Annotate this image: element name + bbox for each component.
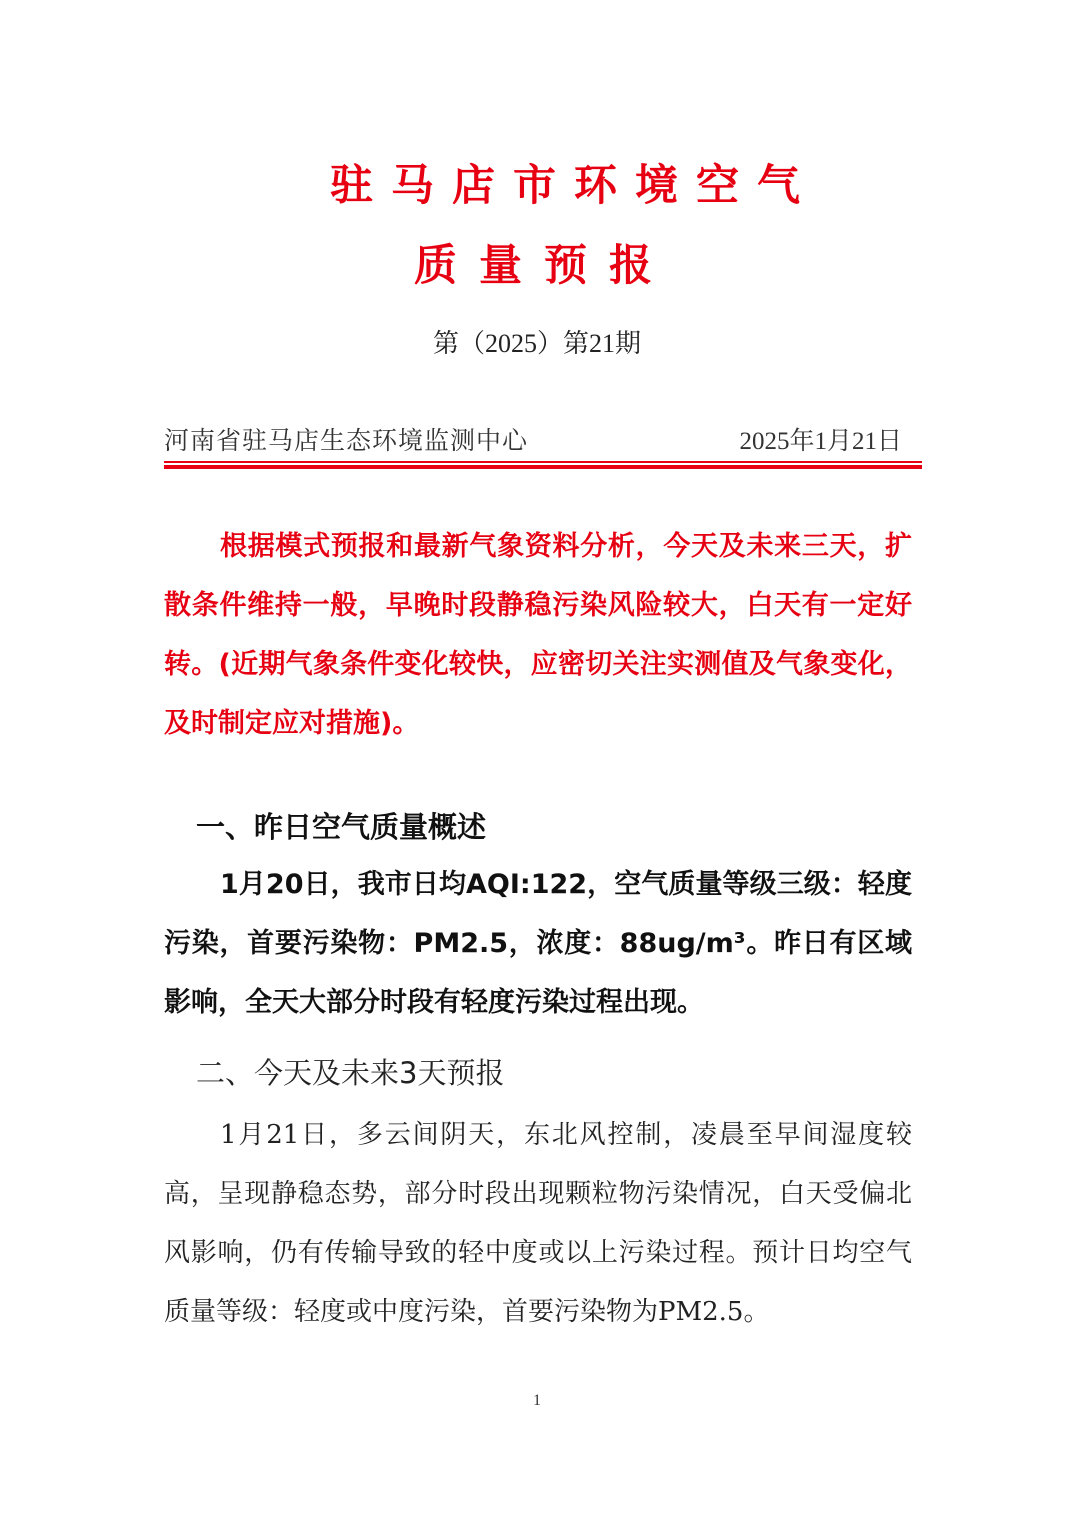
header-divider-thick bbox=[164, 465, 922, 469]
section2-heading: 二、今天及未来3天预报 bbox=[196, 1056, 505, 1090]
section1-body: 1月20日，我市日均AQI:122，空气质量等级三级：轻度污染，首要污染物：PM2.5，浓度：88ug/m³。昨日有区域影响，全天大部分时段有轻度污染过程出现。 bbox=[164, 869, 912, 1018]
section2-body: 1月21日，多云间阴天，东北风控制，凌晨至早间湿度较高，呈现静稳态势，部分时段出现颗粒物污染情况，白天受偏北风影响，仍有传输导致的轻中度或以上污染过程。预计日均空气质量等级：轻度或中度污染，首要污染物为PM2.5。 bbox=[164, 1120, 912, 1327]
publisher-line bbox=[164, 422, 920, 462]
document-title-line1: 驻马店市环境空气 bbox=[330, 161, 818, 211]
organization-name: 河南省驻马店生态环境监测中心 bbox=[164, 428, 529, 455]
publish-date: 2025年1月21日 bbox=[739, 428, 902, 455]
forecast-summary: 根据模式预报和最新气象资料分析，今天及未来三天，扩散条件维持一般，早晚时段静稳污染风险较大，白天有一定好转。(近期气象条件变化较快，应密切关注实测值及气象变化，及时制定应对措施)。 bbox=[164, 531, 912, 739]
issue-number: 第（2025）第21期 bbox=[432, 329, 641, 358]
section1-heading: 一、昨日空气质量概述 bbox=[196, 810, 487, 844]
page-number: 1 bbox=[533, 1392, 541, 1409]
document-title-line2: 质量预报 bbox=[414, 241, 674, 291]
header-divider-thin bbox=[164, 461, 922, 463]
